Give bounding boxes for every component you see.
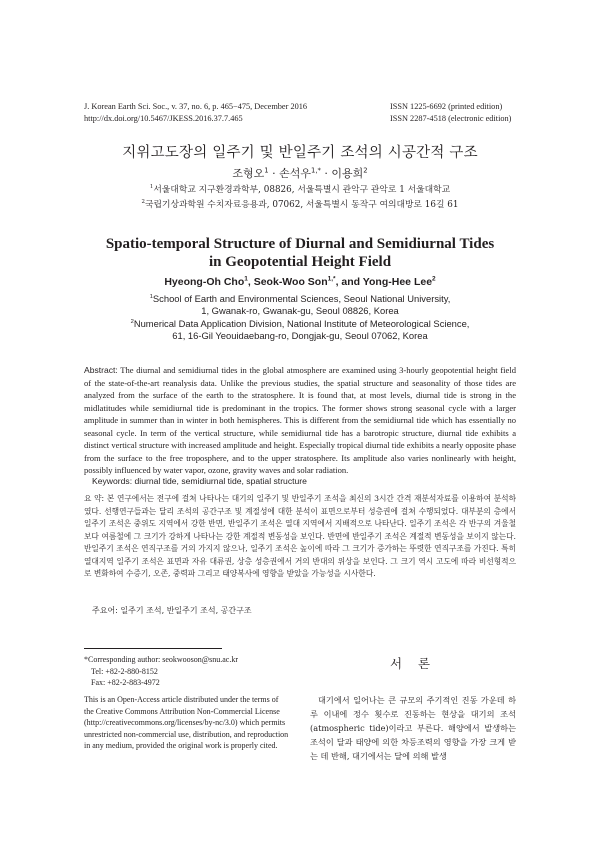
author-affil-mark: 1 [264,166,269,175]
affiliation-korean-2 [0,199,600,212]
affil-line [0,293,600,305]
affil-mark: 2 [141,199,145,206]
correspondence-footnote [84,654,238,689]
abstract-text: The diurnal and semidiurnal tides in the global atmosphere are examined using 3-hourly geopotential height field of the state-of-the-art reanalysis data. Unlike the previous studies, the spatial structure and seasonality of those tides are analyzed from the surface of the earth to the stratosphere. It is found that, at most levels, diurnal tide is strong in the midlatitudes while semidiurnal tide is predominant in the tropics. The former shows strong seasonal cycle with a larger amplitude in summer than in winter in both hemispheres. This is different from the semidiurnal tide which has essentially no seasonal cycle. In term of the vertical structure, while semidiurnal tide has a barotropic structure, diurnal tide exhibits a distinct vertical structure with increased amplitude and height. Especially tropical diurnal tide exhibits a nearly opposite phase from the surface to the free troposphere, and to the upper stratosphere. Its amplitude also varies nonlinearly with height, possibly influenced by water vapor, ozone, gravity waves and solar radiation. [84,365,516,475]
author-name: Seok-Woo Son [253,276,328,288]
issn-info [390,101,511,124]
affil-line [0,318,600,330]
abstract-label: Abstract: [84,365,118,375]
author-affil-mark: 2 [432,275,436,283]
issn-print: ISSN 1225-6692 (printed edition) [390,102,503,111]
author-separator: · [268,167,280,180]
author-name: 조형오 [232,167,265,180]
affil-text: School of Earth and Environmental Sciences, Seoul National University, [152,293,451,304]
affil-mark: 1 [149,184,154,191]
fax: Fax: +82-2-883-4972 [91,678,160,688]
author-affil-mark: 1,* [310,166,321,175]
affil-text: 국립기상과학원 수치자료응용과, 07062, 서울특별시 동작구 여의대방로 16길 61 [144,200,459,210]
authors-korean [0,165,600,181]
keywords-korean: 주요어: 일주기 조석, 반일주기 조석, 공간구조 [92,606,252,615]
author-affil-mark: 1 [244,275,248,283]
author-separator: , and [335,276,363,288]
title-english-line: Spatio-temporal Structure of Diurnal and Semidiurnal Tides [105,236,495,252]
affil-line: 61, 16-Gil Yeouidaebang-ro, Dongjak-gu, Seoul 07062, Korea [172,330,428,342]
license-notice: This is an Open-Access article distributed under the terms of the Creative Commons Attribution Non-Commercial License (http://creativecommons.org/licenses/by-nc/3.0) which permits unrestricted non-commercial use, distribution, and reproduction in any medium, provided the original work is properly cited. [84,695,289,751]
author-name: Yong-Hee Lee [362,276,433,288]
author-affil-mark: 1,* [327,275,336,283]
section-heading: 서 론 [389,656,437,671]
affiliations-english [0,293,600,343]
abstract-korean-label: 요 약: [84,494,105,503]
affil-text: 서울대학교 지구환경과학부, 08826, 서울특별시 관악구 관악로 1 서울대학교 [153,185,451,195]
journal-line: J. Korean Earth Sci. Soc., v. 37, no. 6, p. 465−475, December 2016 [84,102,308,111]
author-name: 손석우 [279,167,311,180]
author-name: 이용희 [331,167,364,180]
abstract-english [84,364,516,477]
corresponding-author: *Corresponding author: seokwooson@snu.ac.kr [84,655,239,664]
affil-text: Numerical Data Application Division, National Institute of Meteorological Science, [133,317,470,329]
abstract-korean-text: 본 연구에서는 전구에 걸쳐 나타나는 대기의 일주기 및 반일주기 조석을 최신의 3시간 간격 재분석자료를 이용하여 분석하였다. 선행연구들과는 달리 조석의 공간구조 및 계절성에 대한 분석이 표면으로부터 성층권에 걸쳐 수행되었다. 대부분의 층에서 일주기 조석은 중위도 지역에서 강한 반면, 반일주기 조석은 열대 지역에서 지배적으로 나타난다. 일주기 조석은 각 반구의 겨울철보다 여름철에 그 크기가 강하게 나타나는 강한 계절적 변동성을 보인다. 반면에 반일주기 조석은 계절적 변동성을 보이지 않는다. 반일주기 조석은 연직구조를 거의 가지지 않으나, 일주기 조석은 높이에 따라 그 크기가 증가하는 뚜렷한 연직구조를 가진다. 특히 열대지역 일주기 조석은 표면과 자유 대류권, 상층 성층권에서 거의 반대의 위상을 보인다. 그 크기 역시 고도에 따라 비선형적으로 변화하여 수증기, 오존, 중력파 그리고 태양복사에 영향을 받았을 가능성을 시사한다. [84,494,516,579]
footnote-divider [84,648,222,649]
author-name: Hyeong-Oh Cho [164,276,245,288]
title-english [0,235,600,271]
author-affil-mark: 2 [363,166,368,175]
title-korean: 지위고도장의 일주기 및 반일주기 조석의 시공간적 구조 [122,145,478,161]
issn-electronic: ISSN 2287-4518 (electronic edition) [390,113,512,123]
keywords-english: Keywords: diurnal tide, semidiurnal tide, spatial structure [92,476,307,486]
affil-line: 1, Gwanak-ro, Gwanak-gu, Seoul 08826, Korea [201,305,399,317]
telephone: Tel: +82-2-880-8152 [91,666,158,676]
affil-mark: 2 [130,318,134,325]
affil-mark: 1 [149,293,153,300]
introduction-text [310,694,516,764]
journal-citation [84,101,307,124]
author-separator: · [320,167,332,180]
title-english-line: in Geopotential Height Field [208,254,392,270]
affiliation-korean-1 [0,184,600,197]
abstract-korean [84,493,516,581]
intro-paragraph: 대기에서 일어나는 큰 규모의 주기적인 진동 가운데 하루 이내에 정수 횟수로 진동하는 현상을 대기의 조석(atmospheric tide)이라고 부른다. 해양에서 발생하는 조석이 달과 태양에 의한 차등조력의 영향을 가장 크게 받는 데 반해, 대기에서는 달에 의해 발생 [310,695,516,761]
authors-english [0,276,600,288]
author-separator: , [247,276,254,288]
doi-link[interactable]: http://dx.doi.org/10.5467/JKESS.2016.37.7.465 [84,113,243,123]
